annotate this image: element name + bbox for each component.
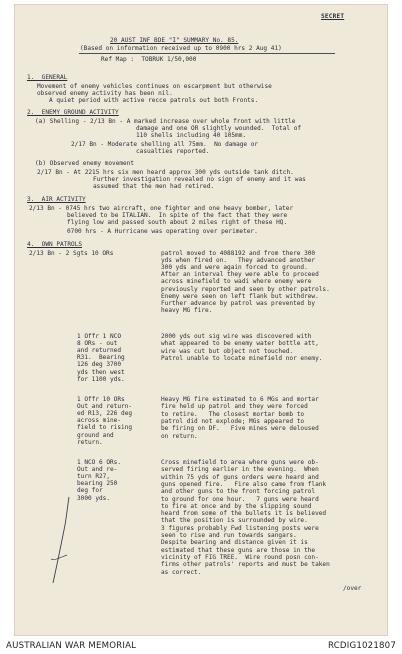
- shelling-line: 2/17 Bn - Moderate shelling all 75mm. No damage or: [71, 141, 259, 148]
- section-ground-heading: 2. ENEMY GROUND ACTIVITY: [27, 109, 119, 116]
- patrol-2-detail-line: 8 ORs - out: [77, 340, 118, 348]
- observed-movement-heading: (b) Observed enemy movement: [35, 160, 135, 167]
- patrol-4-line: seen to rise and run towards sangars.: [161, 532, 297, 539]
- section-general-line: observed enemy activity has been nil.: [37, 90, 173, 97]
- patrol-3-detail-line: ed R13, 226 deg: [77, 410, 133, 418]
- patrol-2-line: what appeared to be enemy water bottle att,: [161, 340, 319, 348]
- patrol-2-line: Patrol unable to locate minefield nor enemy.: [161, 354, 323, 362]
- patrol-4-line: within 75 yds of guns orders were heard and: [161, 473, 319, 481]
- patrol-3-line: Heavy MG fire estimated to 6 MGs and mortar: [161, 396, 319, 403]
- patrol-4-line: Despite bearing and distance given it is: [161, 539, 308, 547]
- patrol-1-line: patrol moved to 4088192 and from there 300: [161, 250, 316, 257]
- archive-footer: [0, 636, 402, 654]
- patrol-3-line: be firing on DF. Five mines were deloused: [161, 425, 319, 433]
- classification-mark: SECRET: [321, 13, 345, 20]
- shelling-line: casualties reported.: [136, 148, 210, 155]
- patrol-1-line: Enemy were seen on left flank but withdrew.: [161, 292, 319, 300]
- patrol-1-line: heavy MG fire.: [161, 306, 213, 314]
- shelling-line: 110 shells including 40 105mm.: [136, 132, 247, 139]
- patrol-4-detail-line: 3000 yds.: [77, 494, 111, 502]
- patrol-4-line: to ground for one hour. 7 guns were heard: [161, 495, 319, 503]
- patrol-4-detail-line: turn R27,: [77, 473, 111, 481]
- air-line: believed to be ITALIAN. In spite of the fact that they were: [67, 212, 288, 219]
- patrol-2-detail-line: and returned: [77, 347, 122, 355]
- air-line: flying low and passed south about 2 miles right of these HQ.: [67, 219, 288, 226]
- patrol-4-line: and other guns to the front forcing patrol: [161, 488, 316, 496]
- ref-map: Ref Map : TOBRUK 1/50,000: [101, 56, 197, 63]
- patrol-3-line: on return.: [161, 432, 198, 440]
- patrol-4-detail-line: deg for: [77, 487, 103, 495]
- patrol-4-line: heard from some of the bullets it is believed: [161, 510, 327, 518]
- patrol-2-detail-line: for 1100 yds.: [77, 375, 125, 383]
- section-general-line: A quiet period with active recce patrols out both Fronts.: [49, 97, 259, 104]
- patrol-2-detail-line: 1 Offr 1 NCO: [77, 333, 122, 340]
- patrol-lead: 2/13 Bn - 2 Sgts 10 ORs: [29, 250, 114, 257]
- patrol-3-line: to retire. The closest mortar bomb to: [161, 410, 305, 418]
- patrol-3-detail-line: field to rising: [77, 424, 133, 432]
- patrol-1-line: yds when fired on. They advanced another: [161, 257, 316, 265]
- document-title: 20 AUST INF BDE "I" SUMMARY No. 85.: [110, 37, 239, 44]
- patrol-1-line: Further advance by patrol was prevented by: [161, 299, 316, 307]
- patrol-2-detail-line: 126 deg 3700: [77, 361, 122, 369]
- signature-mark: [45, 495, 85, 585]
- patrol-4-line: as correct.: [161, 568, 202, 576]
- patrol-4-line: that the position is surrounded by wire.: [161, 517, 308, 525]
- patrol-2-detail-line: yds then west: [77, 368, 125, 376]
- patrol-4-line: Cross minefield to area where guns were ob-: [161, 459, 319, 466]
- patrol-3-detail-line: across mine-: [77, 417, 122, 425]
- patrol-3-detail-line: return.: [77, 438, 103, 446]
- air-line: 2/13 Bn - 0745 hrs two aircraft, one fighter and one heavy bomber, later: [29, 205, 294, 212]
- observed-movement-line: 2/17 Bn - At 2215 hrs six men heard approx 300 yds outside tank ditch.: [37, 169, 294, 176]
- patrol-4-line: to fire at once and by the slipping sound: [161, 502, 312, 510]
- patrol-4-detail-line: Out and re-: [77, 466, 118, 474]
- patrol-2-line: wire was cut but object not touched.: [161, 347, 294, 355]
- patrol-4-line: estimated that these guns are those in the: [161, 546, 316, 554]
- patrol-3-line: fire held up patrol and they were forced: [161, 403, 308, 411]
- section-patrols-heading: 4. OWN PATROLS: [27, 241, 83, 248]
- footer-source: AUSTRALIAN WAR MEMORIAL: [6, 641, 137, 651]
- patrol-2-detail-line: R31. Bearing: [77, 354, 125, 362]
- observed-movement-line: assumed that the men had retired.: [93, 183, 215, 190]
- patrol-4-line: firms other patrols' reports and must be taken: [161, 561, 330, 569]
- patrol-4-detail-line: bearing 250: [77, 480, 118, 488]
- patrol-2-line: 2000 yds out sig wire was discovered with: [161, 333, 312, 340]
- patrol-1-line: 300 yds and were again forced to ground.: [161, 264, 308, 272]
- patrol-3-line: patrol did not explode; MGs appeared to: [161, 417, 305, 425]
- patrol-4-detail-line: 1 NCO 6 ORs.: [77, 459, 122, 466]
- patrol-3-detail-line: 1 Offr 10 ORs: [77, 396, 125, 403]
- patrol-1-line: After an interval they were able to proceed: [161, 271, 319, 279]
- observed-movement-line: Further investigation revealed no sign of enemy and it was: [93, 176, 306, 183]
- patrol-4-line: guns opened fire. Fire also came from flank: [161, 480, 327, 488]
- section-air-heading: 3. AIR ACTIVITY: [27, 196, 86, 203]
- patrol-3-detail-line: ground and: [77, 431, 114, 439]
- patrol-3-detail-line: Out and return-: [77, 403, 133, 411]
- patrol-4-line: vicinity of FIG TREE. Wire round posn con-: [161, 553, 319, 561]
- air-line: 0700 hrs - A Hurricane was operating over perimeter.: [67, 228, 258, 235]
- footer-record-id: RCDIG1021807: [327, 641, 396, 651]
- patrol-1-line: across minefield to wadi where enemy were: [161, 278, 312, 286]
- document-page: [14, 4, 388, 636]
- title-rule: [79, 53, 335, 54]
- shelling-line: damage and one OR slightly wounded. Total of: [136, 125, 302, 132]
- section-general-line: Movement of enemy vehicles continues on escarpment but otherwise: [37, 83, 272, 90]
- patrol-1-line: previously reported and seen by other patrols.: [161, 285, 330, 293]
- document-subtitle: (Based on information received up to 0900 hrs 2 Aug 41): [80, 45, 282, 52]
- over-note: /over: [343, 585, 362, 592]
- shelling-line: (a) Shelling - 2/13 Bn - A marked increase over whole front with little: [35, 118, 296, 125]
- section-general-heading: 1. GENERAL: [27, 74, 68, 81]
- patrol-4-line: 3 figures probably Fwd listening posts were: [161, 524, 319, 532]
- patrol-4-line: served firing earlier in the evening. When: [161, 466, 319, 474]
